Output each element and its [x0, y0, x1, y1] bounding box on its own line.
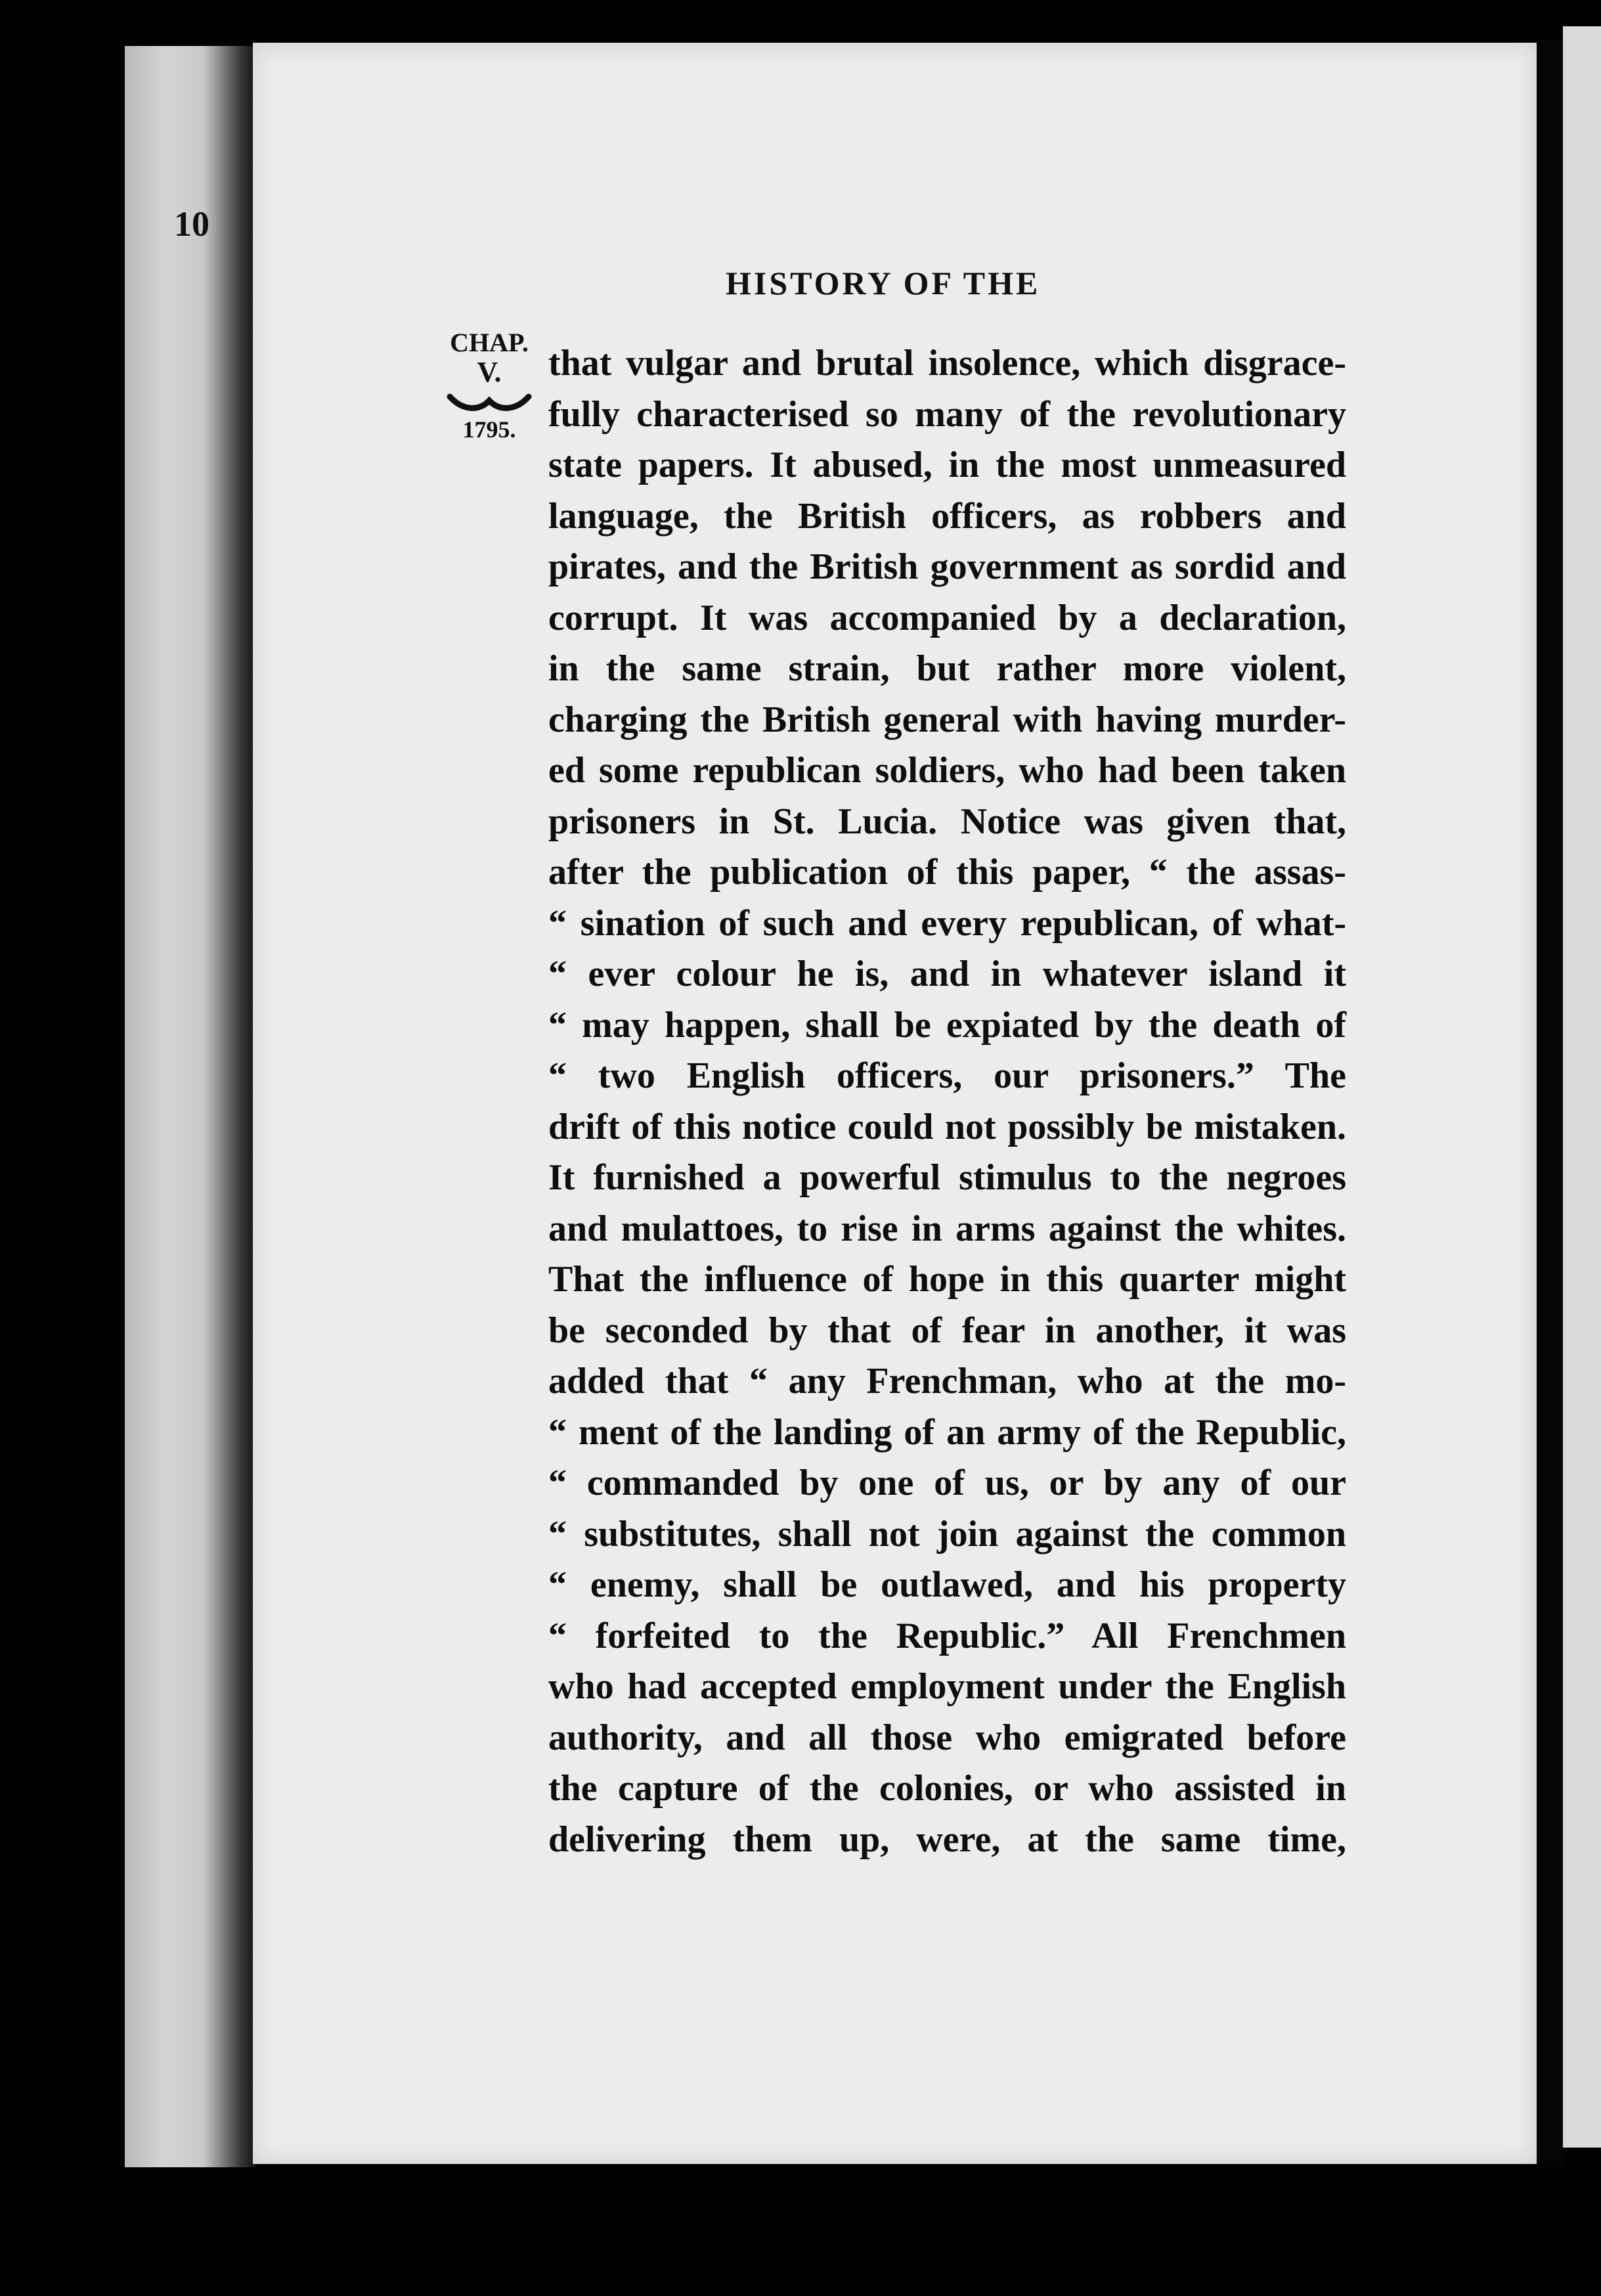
text-line: “ enemy, shall be outlawed, and his property [548, 1564, 1346, 1605]
text-line: “ ever colour he is, and in whatever island it [548, 954, 1346, 994]
text-line: in the same strain, but rather more violent, [548, 648, 1346, 689]
text-line: added that “ any Frenchman, who at the mo- [548, 1361, 1346, 1402]
text-line: It furnished a powerful stimulus to the negroes [548, 1157, 1346, 1198]
text-line: charging the British general with having murder- [548, 699, 1346, 740]
text-line: drift of this notice could not possibly be mistaken. [548, 1106, 1346, 1147]
text-line: be seconded by that of fear in another, it was [548, 1310, 1346, 1351]
text-line: pirates, and the British government as sordid and [548, 546, 1346, 587]
text-line: and mulattoes, to rise in arms against the whites. [548, 1208, 1346, 1249]
brace-ornament-icon [447, 391, 532, 414]
running-head: HISTORY OF THE [726, 265, 1041, 301]
text-line: “ two English officers, our prisoners.” The [548, 1055, 1346, 1096]
text-line: corrupt. It was accompanied by a declaration, [548, 597, 1346, 638]
text-line: delivering them up, were, at the same time, [548, 1819, 1346, 1860]
margin-chap-label: CHAP. [450, 328, 529, 357]
text-line: that vulgar and brutal insolence, which disgrace- [548, 343, 1346, 384]
text-line: state papers. It abused, in the most unmeasured [548, 445, 1346, 485]
scan-bottom-border [125, 2167, 1601, 2296]
scan-next-page-edge [1563, 26, 1601, 2148]
text-line: “ substitutes, shall not join against the common [548, 1513, 1346, 1555]
body-text [548, 338, 1346, 1865]
text-line: “ may happen, shall be expiated by the death of [548, 1004, 1346, 1046]
scan-left-page-edge [125, 46, 256, 2187]
text-line: prisoners in St. Lucia. Notice was given that, [548, 801, 1346, 842]
text-line: “ sination of such and every republican, of what- [548, 902, 1346, 944]
margin-note [447, 328, 532, 443]
text-line: authority, and all those who emigrated before [548, 1717, 1346, 1758]
page-number: 10 [174, 204, 209, 244]
text-line: ed some republican soldiers, who had been taken [548, 750, 1346, 791]
text-line: “ commanded by one of us, or by any of our [548, 1463, 1346, 1503]
margin-year: 1795. [462, 416, 516, 443]
text-line: “ forfeited to the Republic.” All Frenchmen [548, 1615, 1346, 1656]
scan-right-gutter [1537, 39, 1563, 2180]
text-line: who had accepted employment under the English [548, 1666, 1346, 1707]
margin-chapter-number: V. [477, 356, 502, 388]
text-line: “ ment of the landing of an army of the Republic, [548, 1411, 1346, 1453]
text-line: the capture of the colonies, or who assisted in [548, 1768, 1346, 1809]
text-line: fully characterised so many of the revolutionary [548, 393, 1346, 435]
text-line: after the publication of this paper, “ the assas- [548, 852, 1346, 893]
text-line: That the influence of hope in this quarter might [548, 1259, 1346, 1300]
text-line: language, the British officers, as robbers and [548, 495, 1346, 537]
